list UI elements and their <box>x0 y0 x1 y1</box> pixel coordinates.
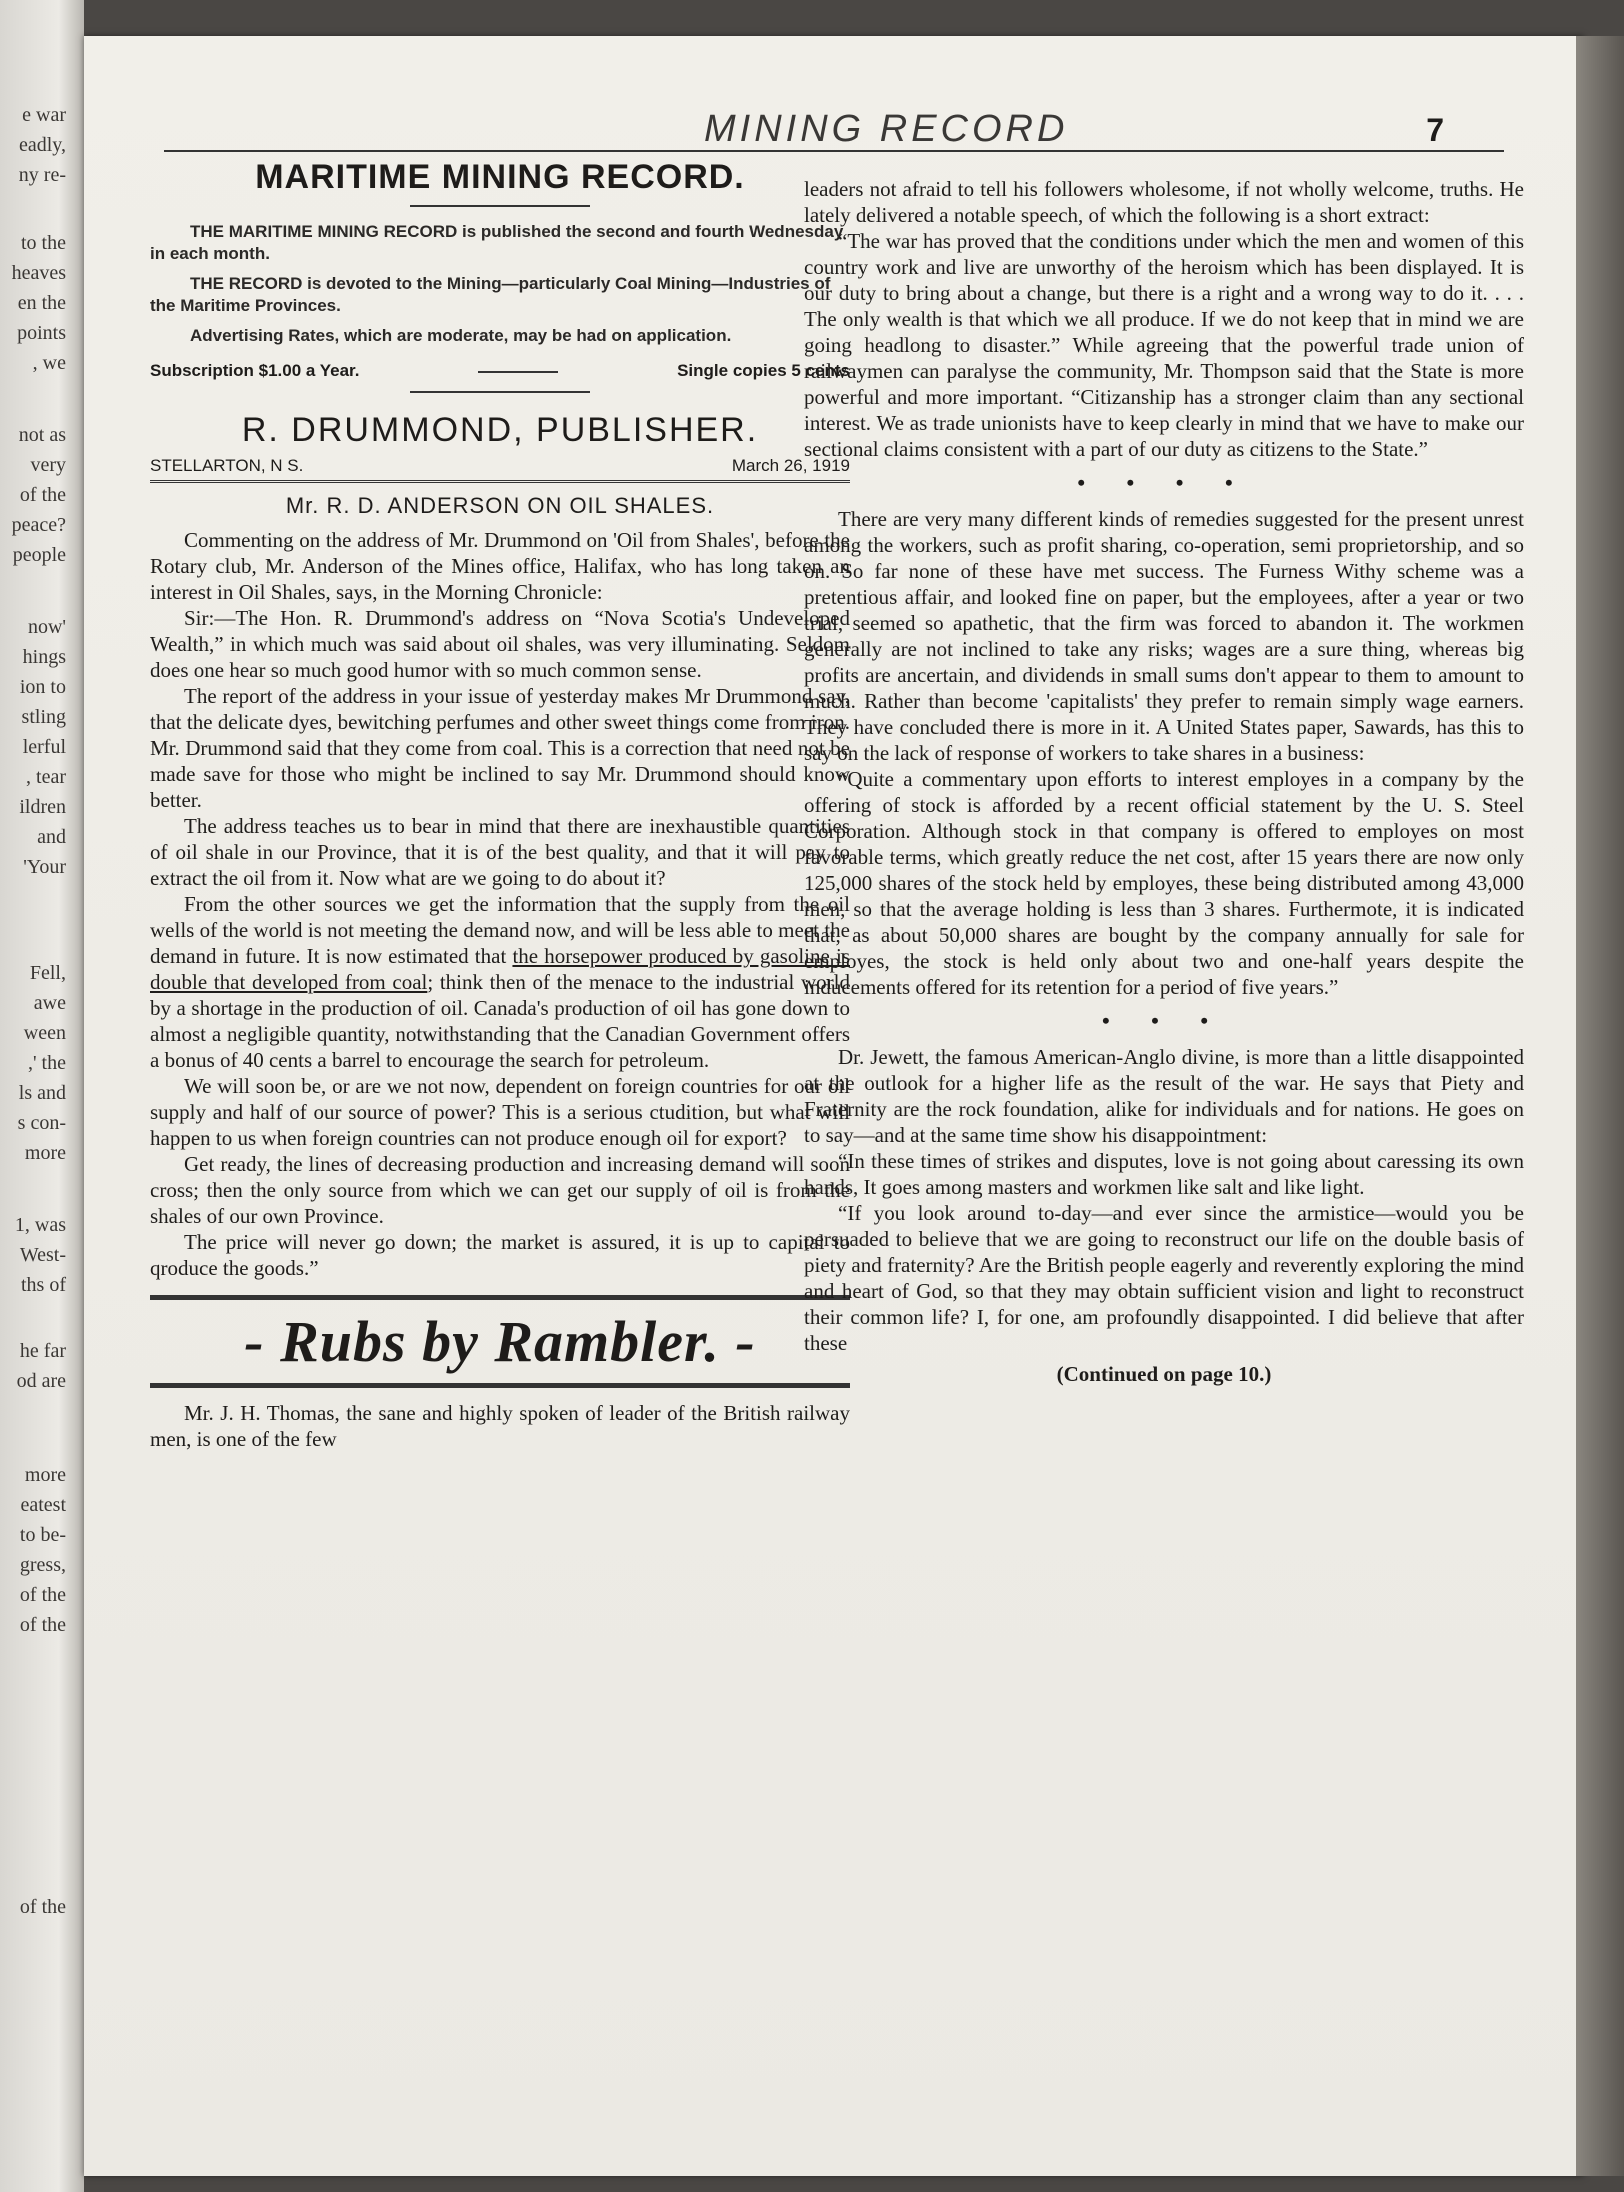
article-headline: Mr. R. D. ANDERSON ON OIL SHALES. <box>285 493 715 518</box>
adjacent-page-fragment: of the <box>19 484 66 506</box>
adjacent-page-fragment: of the <box>19 1896 66 1918</box>
adjacent-page-fragment: more <box>24 1142 66 1164</box>
adjacent-page-fragment: not as <box>18 424 66 446</box>
adjacent-page-fragment: more <box>24 1464 66 1486</box>
running-head <box>164 106 1504 152</box>
section-divider-dots: • • • • <box>1077 470 1251 495</box>
adjacent-page-fragment: very <box>30 454 66 476</box>
adjacent-page-fragment: , we <box>32 352 66 374</box>
article-paragraph: There are very many different kinds of remedies suggested for the present unrest among the workers, such as profit sharing, co-operation, semi proprietorship, and so on. So far none of these have met success. The Furness Withy scheme was a pretentious affair, and looked fine on paper, but the employees, after a year or two trial, seemed so apathetic, that the firm was forced to abandon it. The workmen generally are not inclined to take any risks; wages are a sure thing, whereas big profits are ancertain, and dividends in small sums don't appear to them to amount to much. Rather than become 'capitalists' they prefer to remain simply wage earners. They have concluded there is more in it. A United States paper, Sawards, has this to say on the lack of response of workers to take shares in a business: <box>804 507 1524 765</box>
adjacent-page-fragment: ny re- <box>18 164 66 186</box>
article-paragraph: Get ready, the lines of decreasing production and increasing demand will soon cross; then the only source from which we can get our supply of oil is from the shales of our own Province. <box>150 1152 850 1228</box>
adjacent-page-fragment: he far <box>19 1340 66 1362</box>
adjacent-page-fragment: hings <box>22 646 66 668</box>
adjacent-page-strip <box>0 0 84 2192</box>
adjacent-page-fragment: ildren <box>19 796 66 818</box>
newspaper-page <box>84 36 1584 2176</box>
notice-publication: THE MARITIME MINING RECORD is published the second and fourth Wednesday in each month. <box>150 222 844 263</box>
running-title: MINING RECORD <box>704 108 1069 150</box>
dateline-place: STELLARTON, N S. <box>150 456 304 475</box>
article-paragraph: “The war has proved that the conditions under which the men and women of this country work and live are unworthy of the heroism which has been displayed. It is our duty to bring about a change, but there is a right and a wrong way to do it. . . . The only wealth is that which we all produce. If we do not keep that in mind we are going headlong to disaster.” While agreeing that the powerful trade union of railwaymen can paralyse the community, Mr. Thompson said that the State is more powerful and more important. “Citizanship has a stronger claim than any sectional interest. We as trade unionists have to keep clearly in mind that we have to make our sectional claims consistent with a part of our duty as citizens to the State.” <box>804 229 1524 461</box>
article-paragraph: Sir:—The Hon. R. Drummond's address on “Nova Scotia's Undeveloped Wealth,” in which much was said about oil shales, was very illuminating. Seldom does one hear so much good humor with so much common sense. <box>150 606 850 682</box>
rubs-intro: Mr. J. H. Thomas, the sane and highly spoken of leader of the British railway men, is one of the few <box>150 1401 850 1451</box>
publisher-name: R. DRUMMOND, PUBLISHER. <box>241 411 759 449</box>
adjacent-page-fragment: of the <box>19 1614 66 1636</box>
rubs-heading-box <box>150 1295 850 1388</box>
adjacent-page-fragment: lerful <box>22 736 66 758</box>
adjacent-page-fragment: peace? <box>11 514 66 536</box>
article-paragraph: leaders not afraid to tell his followers wholesome, if not wholly welcome, truths. He lately delivered a notable speech, of which the following is a short extract: <box>804 177 1524 227</box>
paragraph-text: ; think then of the menace to the industrial world by a shortage in the production of oil. Canada's production of oil has gone down to almost a negligible quantity, notwithstanding that the Canadian Government offers a bonus of 40 cents a barrel to encourage the search for petroleum. <box>150 970 850 1072</box>
adjacent-page-fragment: ths of <box>21 1274 66 1296</box>
dateline <box>150 456 850 483</box>
adjacent-page-fragment: Fell, <box>29 962 66 984</box>
adjacent-page-fragment: 'Your <box>23 856 66 878</box>
adjacent-page-fragment: heaves <box>11 262 66 284</box>
article-paragraph: The address teaches us to bear in mind that there are inexhaustible quantities of oil shale in our Province, that it is of the best quality, and that it will pay to extract the oil from it. Now what are we going to do about it? <box>150 814 850 890</box>
publisher-rule <box>410 391 590 393</box>
notice-devoted: THE RECORD is devoted to the Mining—particularly Coal Mining—Industries of the Maritime Provinces. <box>150 274 831 315</box>
adjacent-page-fragment: and <box>37 826 66 848</box>
adjacent-page-fragment: of the <box>19 1584 66 1606</box>
right-column <box>804 176 1524 1387</box>
underlined-text: the horsepower produced by gasoline is double that developed from coal <box>150 944 850 994</box>
subscription-divider <box>478 371 558 373</box>
adjacent-page-fragment: to the <box>21 232 66 254</box>
adjacent-page-fragment: , tear <box>26 766 66 788</box>
book-binding <box>1576 36 1624 2176</box>
article-paragraph: “In these times of strikes and disputes, love is not going about caressing its own hands, It goes among masters and workmen like salt and like light. <box>804 1149 1524 1199</box>
continued-note: (Continued on page 10.) <box>1056 1362 1272 1386</box>
subscription-row <box>150 361 850 381</box>
page-number: 7 <box>1426 112 1444 148</box>
adjacent-page-fragment: e war <box>22 104 66 126</box>
single-copy-price: Single copies 5 cents <box>677 361 850 380</box>
adjacent-page-fragment: en the <box>17 292 66 314</box>
adjacent-page-fragment: points <box>17 322 66 344</box>
notice-advertising: Advertising Rates, which are moderate, may be had on application. <box>190 326 732 345</box>
article-paragraph: The report of the address in your issue of yesterday makes Mr Drummond say, that the delicate dyes, bewitching perfumes and other sweet things come from iron. Mr. Drummond said that they come from coal. This is a correction that need not be made save for those who might be inclined to say Mr. Drummond should know better. <box>150 684 850 812</box>
adjacent-page-fragment: ion to <box>19 676 66 698</box>
paragraph-text: From the other sources we get the information that the supply from the oil wells of the world is not meeting the demand now, and will be less able to meet the demand in future. It is now estimated that <box>150 892 850 968</box>
adjacent-page-fragment: eadly, <box>18 134 66 156</box>
article-paragraph: “Quite a commentary upon efforts to interest employes in a company by the offering of stock is afforded by a recent official statement by the U. S. Steel Corporation. Although stock in that company is offered to employes on most favorable terms, which greatly reduce the net cost, after 15 years there are now only 125,000 shares of the stock held by employes, these being distributed among 43,000 men, so that the average holding is less than 3 shares. Furthermote, it is indicated that, as about 50,000 shares are bought by the company annually for sale for employes, the stock is held only about two and one-half years despite the inducements offered for its retention for a period of five years.” <box>804 767 1524 999</box>
adjacent-page-fragment: stling <box>21 706 66 728</box>
article-paragraph: Commenting on the address of Mr. Drummond on 'Oil from Shales', before the Rotary club, Mr. Anderson of the Mines office, Halifax, who has long taken an interest in Oil Shales, says, in the Morning Chronicle: <box>150 528 850 604</box>
masthead-title: MARITIME MINING RECORD. <box>255 158 745 196</box>
section-divider-dots: • • • <box>1101 1008 1227 1033</box>
article-paragraph: The price will never go down; the market is assured, it is up to capital to qroduce the goods.” <box>150 1230 850 1280</box>
rubs-heading: - Rubs by Rambler. - <box>244 1309 756 1374</box>
subscription-price: Subscription $1.00 a Year. <box>150 361 360 380</box>
article-paragraph: We will soon be, or are we not now, dependent on foreign countries for our oil supply and half of our source of power? This is a serious ctudition, but what will happen to us when foreign countries can not produce enough oil for export? <box>150 1074 850 1150</box>
dateline-date: March 26, 1919 <box>731 456 850 475</box>
article-paragraph: “If you look around to-day—and ever since the armistice—would you be persuaded to believe that we are going to reconstruct our life on the double basis of piety and fraternity? Are the British people eagerly and reverently exploring the mind and heart of God, so that they may obtain sufficient vision and light to reconstruct their common life? I, for one, am profoundly disappointed. I did believe that after these <box>804 1201 1524 1355</box>
adjacent-page-fragment: s con- <box>17 1112 66 1134</box>
masthead-rule <box>410 205 590 207</box>
adjacent-page-fragment: ,' the <box>27 1052 66 1074</box>
adjacent-page-fragment: ween <box>23 1022 66 1044</box>
article-paragraph <box>150 891 850 1073</box>
adjacent-page-fragment: ls and <box>18 1082 66 1104</box>
adjacent-page-fragment: West- <box>19 1244 66 1266</box>
adjacent-page-fragment: now' <box>27 616 66 638</box>
adjacent-page-fragment: awe <box>33 992 66 1014</box>
left-column <box>150 158 850 1452</box>
adjacent-page-fragment: 1, was <box>14 1214 66 1236</box>
adjacent-page-fragment: people <box>12 544 66 566</box>
adjacent-page-fragment: gress, <box>19 1554 66 1576</box>
adjacent-page-fragment: eatest <box>20 1494 66 1516</box>
article-paragraph: Dr. Jewett, the famous American-Anglo divine, is more than a little disappointed at the outlook for a higher life as the result of the war. He says that Piety and Fraternity are the rock foundation, alike for individuals and for nations. He goes on to say—and at the same time show his disappointment: <box>804 1045 1524 1147</box>
adjacent-page-fragment: to be- <box>19 1524 66 1546</box>
adjacent-page-fragment: od are <box>16 1370 66 1392</box>
